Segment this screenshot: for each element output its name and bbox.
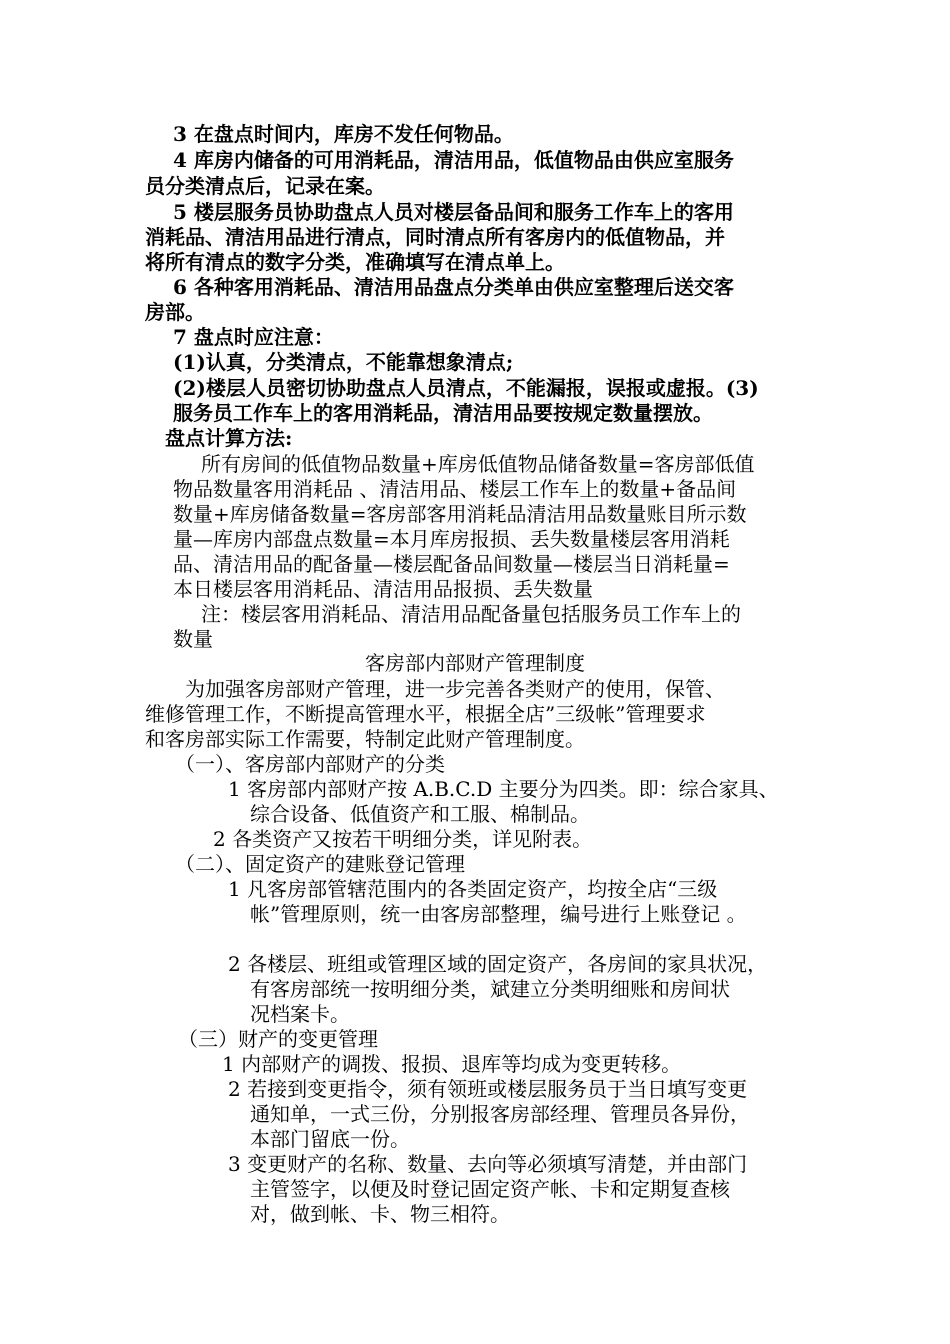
section-1-item-2: 2 各类资产又按若干明细分类，详见附表。	[213, 827, 593, 851]
section-2-item-2-line3: 况档案卡。	[250, 1002, 350, 1026]
inventory-note-2-line1: (2)楼层人员密切协助盘点人员清点，不能漏报，误报或虚报。(3)	[173, 376, 759, 400]
policy-intro-line1: 为加强客房部财产管理，进一步完善各类财产的使用，保管、	[185, 677, 725, 701]
inventory-item-7: 7 盘点时应注意：	[173, 325, 334, 349]
calc-line-3: 数量+库房储备数量=客房部客用消耗品清洁用品数量账目所示数	[173, 502, 747, 526]
calc-line-5: 品、清洁用品的配备量—楼层配备品间数量—楼层当日消耗量=	[173, 552, 730, 576]
section-3-item-2-line2: 通知单，一式三份，分别报客房部经理、管理员各异份，	[250, 1102, 750, 1126]
inventory-item-3: 3 在盘点时间内，库房不发任何物品。	[173, 122, 514, 146]
section-3-item-3-line3: 对，做到帐、卡、物三相符。	[250, 1202, 510, 1226]
remark-line-2: 数量	[173, 627, 213, 651]
policy-title: 客房部内部财产管理制度	[365, 651, 585, 675]
section-1-item-1-line1: 1 客房部内部财产按 A.B.C.D 主要分为四类。即：综合家具、	[228, 777, 779, 801]
calc-line-1: 所有房间的低值物品数量+库房低值物品储备数量=客房部低值	[201, 452, 755, 476]
section-3-heading: （三）财产的变更管理	[178, 1027, 378, 1051]
calc-line-4: 量—库房内部盘点数量=本月库房报损、丢失数量楼层客用消耗	[173, 527, 730, 551]
section-3-item-1: 1 内部财产的调拨、报损、退库等均成为变更转移。	[222, 1052, 682, 1076]
inventory-item-5-line1: 5 楼层服务员协助盘点人员对楼层备品间和服务工作车上的客用	[173, 200, 734, 224]
section-3-item-2-line1: 2 若接到变更指令，须有领班或楼层服务员于当日填写变更	[228, 1077, 748, 1101]
section-3-item-3-line1: 3 变更财产的名称、数量、去向等必须填写清楚，并由部门	[228, 1152, 748, 1176]
section-2-item-2-line2: 有客房部统一按明细分类，斌建立分类明细账和房间状	[250, 977, 730, 1001]
calc-method-heading: 盘点计算方法:	[165, 426, 293, 450]
inventory-item-5-line2: 消耗品、清洁用品进行清点，同时清点所有客房内的低值物品，并	[145, 225, 725, 249]
section-2-item-1-line1: 1 凡客房部管辖范围内的各类固定资产，均按全店“三级	[228, 877, 718, 901]
inventory-note-2-line2: 服务员工作车上的客用消耗品，清洁用品要按规定数量摆放。	[173, 401, 713, 425]
inventory-item-6-line1: 6 各种客用消耗品、清洁用品盘点分类单由供应室整理后送交客	[173, 275, 734, 299]
policy-intro-line2: 维修管理工作，不断提高管理水平，根据全店”三级帐”管理要求	[145, 702, 706, 726]
section-3-item-3-line2: 主管签字，以便及时登记固定资产帐、卡和定期复查核	[250, 1177, 730, 1201]
remark-line-1: 注：楼层客用消耗品、清洁用品配备量包括服务员工作车上的	[201, 602, 741, 626]
calc-line-2: 物品数量客用消耗品 、清洁用品、楼层工作车上的数量+备品间	[173, 477, 737, 501]
section-2-heading: （二）、固定资产的建账登记管理	[175, 852, 465, 876]
inventory-item-4-line1: 4 库房内储备的可用消耗品，清洁用品，低值物品由供应室服务	[173, 148, 734, 172]
inventory-item-5-line3: 将所有清点的数字分类，准确填写在清点单上。	[145, 250, 565, 274]
policy-intro-line3: 和客房部实际工作需要，特制定此财产管理制度。	[145, 727, 585, 751]
section-2-item-2-line1: 2 各楼层、班组或管理区域的固定资产，各房间的家具状况，	[228, 952, 768, 976]
calc-line-6: 本日楼层客用消耗品、清洁用品报损、丢失数量	[173, 577, 593, 601]
inventory-item-6-line2: 房部。	[145, 300, 205, 324]
inventory-item-4-line2: 员分类清点后，记录在案。	[145, 174, 385, 198]
section-3-item-2-line3: 本部门留底一份。	[250, 1127, 410, 1151]
section-1-item-1-line2: 综合设备、低值资产和工服、棉制品。	[250, 802, 590, 826]
section-1-heading: （一）、客房部内部财产的分类	[175, 752, 445, 776]
inventory-note-1: (1)认真，分类清点，不能靠想象清点;	[173, 350, 514, 374]
section-2-item-1-line2: 帐”管理原则，统一由客房部整理，编号进行上账登记 。	[250, 902, 747, 926]
